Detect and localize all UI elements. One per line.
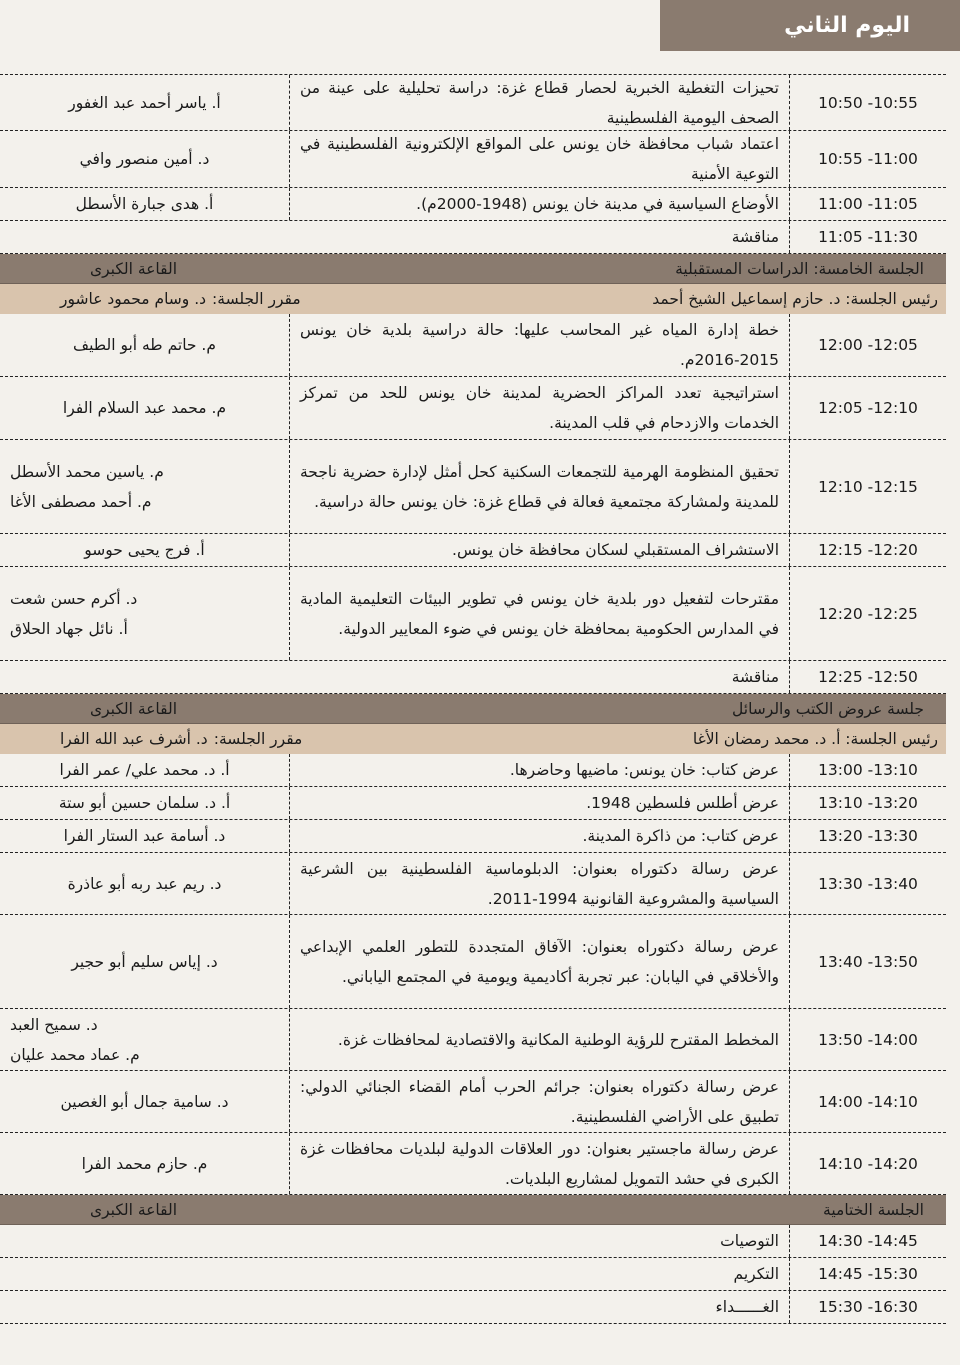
time-cell: 10:55 -11:00 (789, 131, 946, 187)
schedule-row (0, 915, 946, 1009)
speaker-name: م. ياسين محمد الأسطل (10, 462, 164, 481)
title-cell: تحيزات التغطية الخبرية لحصار قطاع غزة: دراسة تحليلية على عينة من الصحف اليومية الفلسطينية (289, 75, 789, 130)
time-cell: 13:10 -13:20 (789, 787, 946, 819)
schedule-row (0, 188, 946, 221)
title-cell: الغــــــداء (715, 1298, 779, 1316)
speaker-name: م. حازم محمد الفرا (81, 1154, 208, 1173)
schedule-row (0, 1071, 946, 1133)
session-chairs (0, 284, 946, 314)
session-name: الجلسة الختامية (823, 1200, 924, 1219)
speaker-cell (0, 915, 289, 1008)
title-cell: اعتماد شباب محافظة خان يونس على المواقع الإلكترونية الفلسطينية في التوعية الأمنية (289, 131, 789, 187)
schedule-row (0, 131, 946, 188)
rapporteur-name: د. وسام محمود عاشور (60, 290, 207, 308)
rapporteur-name: د. أشرف عبد الله الفرا (60, 730, 208, 748)
title-cell: مناقشة (731, 228, 779, 246)
time-cell: 12:00 -12:05 (789, 314, 946, 376)
time-cell: 12:05 -12:10 (789, 377, 946, 439)
schedule-row (0, 661, 946, 694)
speaker-name: أ. هدى جبارة الأسطل (75, 195, 214, 213)
speaker-cell (0, 188, 289, 220)
speaker-cell (0, 567, 289, 660)
schedule-row (0, 440, 946, 534)
title-cell: عرض أطلس فلسطين 1948. (289, 787, 789, 819)
speaker-cell (0, 853, 289, 914)
speaker-name: د. إياس سليم أبو حجير (71, 952, 218, 971)
schedule-table (0, 74, 946, 1324)
title-cell: تحقيق المنظومة الهرمية للتجمعات السكنية كحل أمثل لإدارة حضرية ناجحة للمدينة ولمشاركة مجتمعية فعالة في قطاع غزة: خان يونس حالة دراسية. (289, 440, 789, 533)
schedule-row (0, 1009, 946, 1071)
speaker-name: أ. نائل جهاد الحلاق (10, 619, 128, 638)
schedule-row (0, 754, 946, 787)
time-cell: 12:10 -12:15 (789, 440, 946, 533)
speaker-cell (0, 820, 289, 852)
schedule-row (0, 853, 946, 915)
time-cell: 14:45 -15:30 (789, 1258, 946, 1290)
time-cell: 12:20 -12:25 (789, 567, 946, 660)
speaker-cell (0, 377, 289, 439)
time-cell: 13:50 -14:00 (789, 1009, 946, 1070)
speaker-cell (0, 314, 289, 376)
session-chair: رئيس الجلسة: أ. د. محمد رمضان الأغا (692, 730, 938, 748)
time-cell: 14:10 -14:20 (789, 1133, 946, 1194)
schedule-row (0, 314, 946, 377)
session-header (0, 254, 946, 284)
title-cell: عرض رسالة دكتوراه بعنوان: الآفاق المتجددة للتطور العلمي الإبداعي والأخلاقي في اليابان: عبر تجربة أكاديمية ويومية في المجتمع الياباني. (289, 915, 789, 1008)
session-chair: رئيس الجلسة: د. حازم إسماعيل الشيخ أحمد (652, 290, 938, 308)
speaker-name: أ. د. سلمان حسين أبو ستة (58, 794, 231, 812)
speaker-name: د. أمين منصور وافي (79, 150, 210, 168)
time-cell: 11:05 -11:30 (789, 221, 946, 253)
speaker-cell (0, 1071, 289, 1132)
schedule-row (0, 787, 946, 820)
schedule-row (0, 74, 946, 131)
speaker-name: م. أحمد مصطفى الأغا (10, 492, 152, 511)
title-cell: عرض رسالة دكتوراه بعنوان: جرائم الحرب أمام القضاء الجنائي الدولي: تطبيق على الأراضي الفلسطينية. (289, 1071, 789, 1132)
title-cell: التكريم (733, 1265, 779, 1283)
time-cell: 13:20 -13:30 (789, 820, 946, 852)
time-cell: 14:00 -14:10 (789, 1071, 946, 1132)
title-cell: التوصيات (720, 1232, 779, 1250)
schedule-row (0, 221, 946, 254)
time-cell: 13:00 -13:10 (789, 754, 946, 786)
speaker-cell (0, 754, 289, 786)
schedule-row (0, 567, 946, 661)
speaker-name: أ. د. محمد علي/ عمر الفرا (59, 761, 230, 779)
session-hall: القاعة الكبرى (90, 1200, 178, 1219)
title-cell: مناقشة (731, 668, 779, 686)
speaker-name: أ. فرج يحيى حوسو (84, 541, 205, 559)
session-rapporteur (60, 290, 301, 308)
time-cell: 14:30 -14:45 (789, 1225, 946, 1257)
session-header (0, 1195, 946, 1225)
speaker-cell (0, 131, 289, 187)
title-cell: الأوضاع السياسية في مدينة خان يونس (1948-2000م). (289, 188, 789, 220)
time-cell: 12:15 -12:20 (789, 534, 946, 566)
speaker-name: د. أكرم حسن شعت (10, 589, 138, 608)
speaker-cell (0, 75, 289, 130)
time-cell: 13:40 -13:50 (789, 915, 946, 1008)
schedule-row (0, 1133, 946, 1195)
session-hall: القاعة الكبرى (90, 699, 178, 718)
speaker-name: د. سامية جمال أبو الغصين (60, 1092, 229, 1111)
rapporteur-label: مقرر الجلسة: (212, 290, 301, 308)
day-title: اليوم الثاني (660, 0, 960, 51)
schedule-row (0, 1225, 946, 1258)
title-cell: مقترحات لتفعيل دور بلدية خان يونس في تطوير البيئات التعليمية المادية في المدارس الحكومية بمحافظة خان يونس في ضوء المعايير الدولية. (289, 567, 789, 660)
time-cell: 12:25 -12:50 (789, 661, 946, 693)
title-cell: عرض كتاب: من ذاكرة المدينة. (289, 820, 789, 852)
title-cell: استراتيجية تعدد المراكز الحضرية لمدينة خان يونس للحد من تمركز الخدمات والازدحام في قلب المدينة. (289, 377, 789, 439)
time-cell: 13:30 -13:40 (789, 853, 946, 914)
time-cell: 10:50 -10:55 (789, 75, 946, 130)
time-cell: 15:30 -16:30 (789, 1291, 946, 1323)
speaker-name: م. حاتم طه أبو الطيف (73, 336, 216, 354)
title-cell: عرض كتاب: خان يونس: ماضيها وحاضرها. (289, 754, 789, 786)
title-cell: الاستشراف المستقبلي لسكان محافظة خان يونس. (289, 534, 789, 566)
title-cell: عرض رسالة ماجستير بعنوان: دور العلاقات الدولية لبلديات محافظات غزة الكبرى في حشد التمويل لمشاريع البلديات. (289, 1133, 789, 1194)
speaker-name: أ. ياسر أحمد عبد الغفور (68, 93, 221, 112)
speaker-name: م. محمد عبد السلام الفرا (62, 399, 227, 417)
speaker-name: م. عماد محمد عليان (10, 1045, 140, 1064)
speaker-name: د. سميح العبد (10, 1015, 98, 1034)
time-cell: 11:00 -11:05 (789, 188, 946, 220)
session-hall: القاعة الكبرى (90, 259, 178, 278)
session-rapporteur (60, 730, 302, 748)
title-cell: عرض رسالة دكتوراه بعنوان: الدبلوماسية الفلسطينية بين الشرعية السياسية والمشروعية القانونية 1994-2011. (289, 853, 789, 914)
speaker-cell (0, 787, 289, 819)
title-cell: المخطط المقترح للرؤية الوطنية المكانية والاقتصادية لمحافظات غزة. (289, 1009, 789, 1070)
speaker-cell (0, 1009, 289, 1070)
speaker-cell (0, 440, 289, 533)
speaker-cell (0, 534, 289, 566)
schedule-row (0, 534, 946, 567)
title-cell: خطة إدارة المياه غير المحاسب عليها: حالة دراسية بلدية خان يونس 2015-2016م. (289, 314, 789, 376)
speaker-cell (0, 1133, 289, 1194)
speaker-name: د. ريم عبد ربه أبو عاذرة (67, 874, 222, 893)
schedule-row (0, 377, 946, 440)
rapporteur-label: مقرر الجلسة: (213, 730, 303, 748)
session-name: جلسة عروض الكتب والرسائل (732, 699, 924, 718)
schedule-row (0, 1258, 946, 1291)
session-name: الجلسة الخامسة: الدراسات المستقبلية (675, 259, 924, 278)
session-header (0, 694, 946, 724)
schedule-row (0, 820, 946, 853)
speaker-name: د. أسامة عبد الستار الفرا (63, 827, 226, 845)
schedule-row (0, 1291, 946, 1324)
session-chairs (0, 724, 946, 754)
